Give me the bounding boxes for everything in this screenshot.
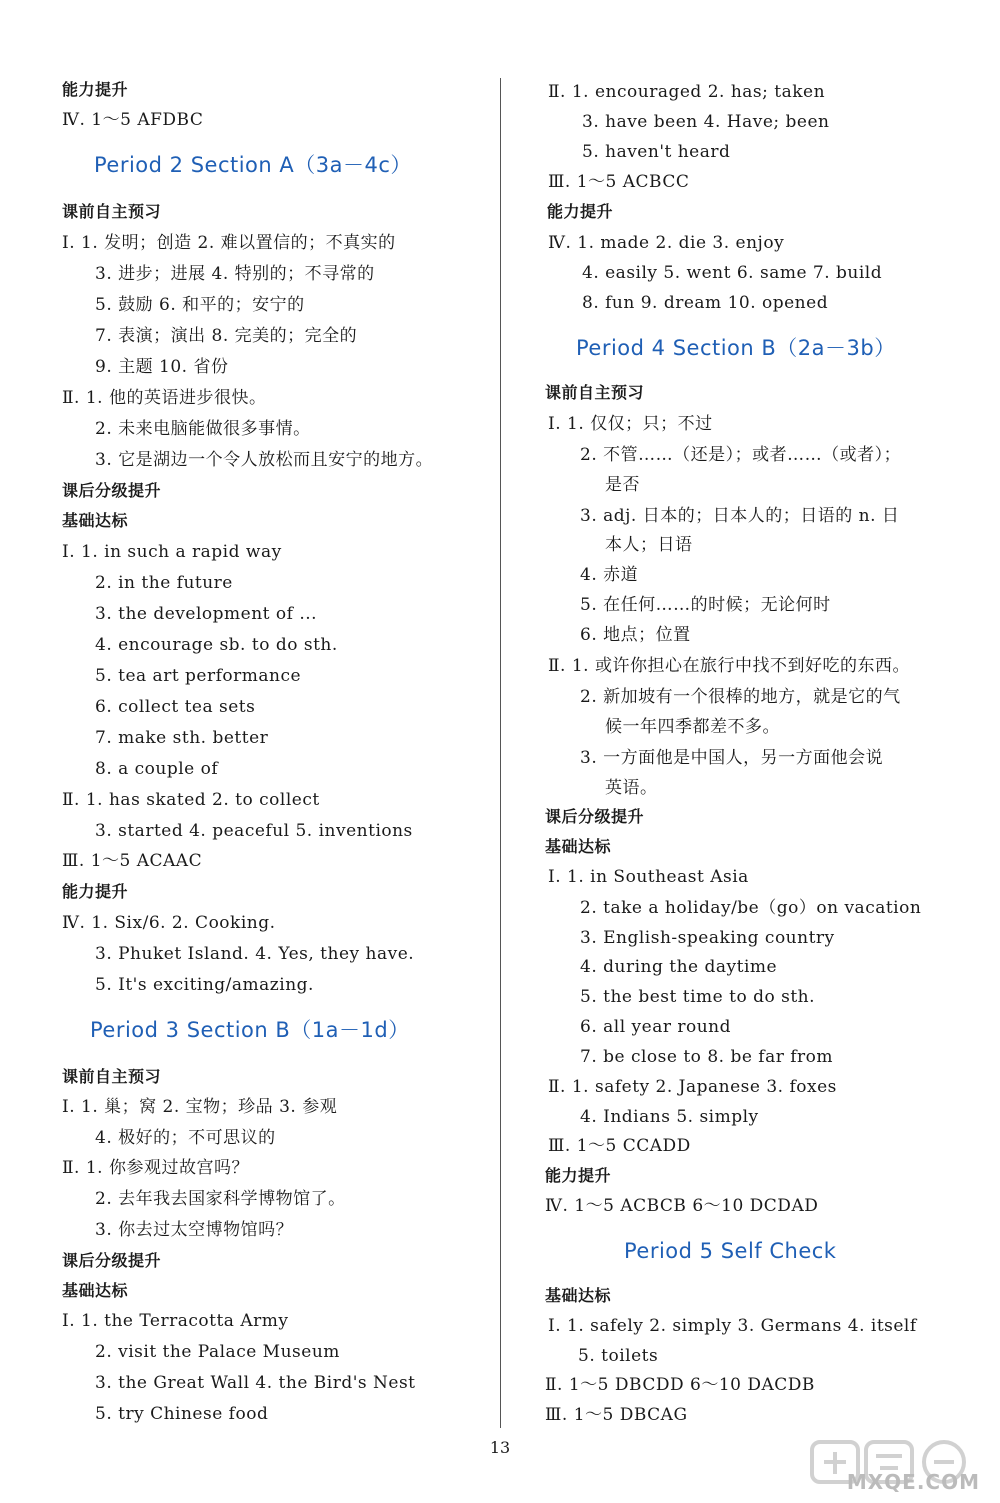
- answer-line: 7. 表演；演出 8. 完美的；完全的: [95, 326, 358, 346]
- answer-line: Ⅳ. 1. Six/6. 2. Cooking.: [62, 913, 276, 933]
- answer-line: 2. take a holiday/be（go）on vacation: [580, 898, 922, 918]
- section-heading: Period 3 Section B（1a－1d）: [90, 1018, 410, 1042]
- subsection-label: 课后分级提升: [545, 807, 645, 826]
- answer-line: 7. be close to 8. be far from: [580, 1047, 834, 1067]
- answer-line: 5. tea art performance: [95, 666, 302, 686]
- subsection-label: 基础达标: [545, 1286, 612, 1305]
- answer-line: Ⅰ. 1. in such a rapid way: [62, 542, 282, 562]
- answer-line: Ⅲ. 1～5 DBCAG: [545, 1405, 688, 1425]
- answer-line: Ⅰ. 1. 发明；创造 2. 难以置信的；不真实的: [62, 233, 396, 253]
- answer-line: 英语。: [605, 778, 658, 798]
- subsection-label: 课前自主预习: [62, 1067, 162, 1086]
- answer-line: 是否: [605, 475, 640, 495]
- subsection-label: 能力提升: [62, 80, 129, 99]
- subsection-label: 课前自主预习: [62, 202, 162, 221]
- answer-line: 4. Indians 5. simply: [580, 1107, 759, 1127]
- subsection-label: 基础达标: [545, 837, 612, 856]
- section-heading: Period 4 Section B（2a－3b）: [576, 336, 896, 360]
- answer-line: 8. fun 9. dream 10. opened: [582, 293, 829, 313]
- answer-line: Ⅳ. 1. made 2. die 3. enjoy: [548, 233, 785, 253]
- answer-line: 3. 进步；进展 4. 特别的；不寻常的: [95, 264, 375, 284]
- answer-line: 3. 它是湖边一个令人放松而且安宁的地方。: [95, 450, 434, 470]
- subsection-label: 能力提升: [547, 202, 614, 221]
- subsection-label: 课前自主预习: [545, 383, 645, 402]
- answer-line: Ⅰ. 1. 仅仅；只；不过: [548, 414, 713, 434]
- subsection-label: 基础达标: [62, 511, 129, 530]
- watermark-text: MXQE.COM: [846, 1470, 980, 1494]
- answer-line: 6. all year round: [580, 1017, 732, 1037]
- answer-line: Ⅰ. 1. safely 2. simply 3. Germans 4. itself: [548, 1316, 917, 1336]
- answer-line: 5. the best time to do sth.: [580, 987, 816, 1007]
- answer-line: Ⅲ. 1～5 CCADD: [548, 1136, 691, 1156]
- answer-line: 3. Phuket Island. 4. Yes, they have.: [95, 944, 415, 964]
- answer-line: 5. It's exciting/amazing.: [95, 975, 314, 995]
- answer-line: 4. 赤道: [580, 565, 639, 585]
- answer-line: Ⅳ. 1～5 AFDBC: [62, 110, 204, 130]
- answer-line: Ⅱ. 1～5 DBCDD 6～10 DACDB: [545, 1375, 815, 1395]
- answer-line: 4. easily 5. went 6. same 7. build: [582, 263, 883, 283]
- subsection-label: 课后分级提升: [62, 481, 162, 500]
- answer-line: Ⅱ. 1. encouraged 2. has; taken: [548, 82, 826, 102]
- answer-line: 2. in the future: [95, 573, 233, 593]
- answer-line: 4. during the daytime: [580, 957, 778, 977]
- answer-line: 5. toilets: [578, 1346, 659, 1366]
- section-heading: Period 5 Self Check: [624, 1239, 837, 1263]
- answer-line: 3. the development of ...: [95, 604, 318, 624]
- answer-line: 6. collect tea sets: [95, 697, 256, 717]
- answer-line: Ⅲ. 1～5 ACBCC: [548, 172, 690, 192]
- answer-line: Ⅲ. 1～5 ACAAC: [62, 851, 203, 871]
- answer-line: 5. try Chinese food: [95, 1404, 269, 1424]
- section-heading: Period 2 Section A（3a－4c）: [94, 153, 412, 177]
- answer-line: 3. the Great Wall 4. the Bird's Nest: [95, 1373, 416, 1393]
- answer-line: 2. 未来电脑能做很多事情。: [95, 419, 311, 439]
- answer-line: 3. adj. 日本的；日本人的；日语的 n. 日: [580, 506, 900, 526]
- answer-line: 5. 在任何……的时候；无论何时: [580, 595, 831, 615]
- answer-line: Ⅱ. 1. 他的英语进步很快。: [62, 388, 267, 408]
- answer-line: Ⅱ. 1. safety 2. Japanese 3. foxes: [548, 1077, 837, 1097]
- answer-line: Ⅱ. 1. 或许你担心在旅行中找不到好吃的东西。: [548, 656, 910, 676]
- answer-line: 本人；日语: [605, 535, 693, 555]
- answer-line: 7. make sth. better: [95, 728, 269, 748]
- answer-line: Ⅰ. 1. 巢；窝 2. 宝物；珍品 3. 参观: [62, 1097, 338, 1117]
- answer-line: 3. started 4. peaceful 5. inventions: [95, 821, 413, 841]
- answer-line: 5. 鼓励 6. 和平的；安宁的: [95, 295, 305, 315]
- answer-line: 3. English-speaking country: [580, 928, 835, 948]
- answer-line: 3. 一方面他是中国人，另一方面他会说: [580, 748, 884, 768]
- answer-line: Ⅰ. 1. in Southeast Asia: [548, 867, 749, 887]
- answer-line: Ⅱ. 1. has skated 2. to collect: [62, 790, 320, 810]
- answer-line: 4. 极好的；不可思议的: [95, 1128, 276, 1148]
- page-number: 13: [489, 1438, 511, 1457]
- subsection-label: 基础达标: [62, 1281, 129, 1300]
- answer-line: 3. 你去过太空博物馆吗？: [95, 1220, 294, 1240]
- answer-line: 6. 地点；位置: [580, 625, 691, 645]
- answer-line: 4. encourage sb. to do sth.: [95, 635, 338, 655]
- answer-line: 9. 主题 10. 省份: [95, 357, 229, 377]
- answer-line: 2. visit the Palace Museum: [95, 1342, 340, 1362]
- subsection-label: 能力提升: [545, 1166, 612, 1185]
- answer-line: 3. have been 4. Have; been: [582, 112, 830, 132]
- answer-line: Ⅰ. 1. the Terracotta Army: [62, 1311, 289, 1331]
- answer-line: 候一年四季都差不多。: [605, 717, 780, 737]
- column-divider: [500, 78, 501, 1428]
- answer-line: 5. haven't heard: [582, 142, 731, 162]
- answer-line: 2. 不管……（还是）；或者……（或者）；: [580, 445, 902, 465]
- answer-line: 2. 新加坡有一个很棒的地方，就是它的气: [580, 687, 901, 707]
- subsection-label: 课后分级提升: [62, 1251, 162, 1270]
- answer-line: 2. 去年我去国家科学博物馆了。: [95, 1189, 346, 1209]
- answer-line: 8. a couple of: [95, 759, 219, 779]
- subsection-label: 能力提升: [62, 882, 129, 901]
- answer-line: Ⅱ. 1. 你参观过故宫吗？: [62, 1158, 249, 1178]
- answer-line: Ⅳ. 1～5 ACBCB 6～10 DCDAD: [545, 1196, 819, 1216]
